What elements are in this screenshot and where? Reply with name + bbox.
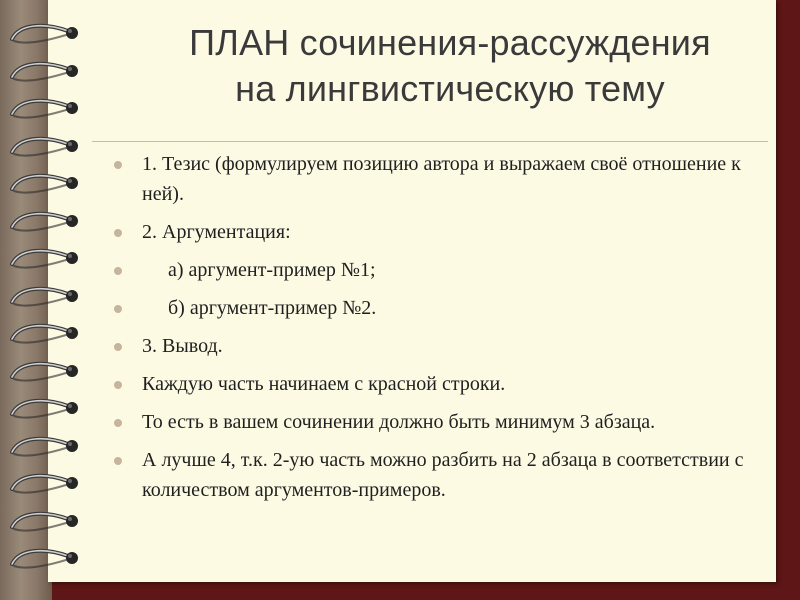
spiral-ring-icon (6, 132, 86, 162)
bullet-icon (114, 305, 122, 313)
spiral-ring-icon (6, 169, 86, 199)
page-content (92, 0, 776, 582)
spiral-ring-icon (6, 207, 86, 237)
list-item (114, 407, 754, 437)
spiral-ring-icon (6, 19, 86, 49)
list-item-text: а) аргумент-пример №1; (168, 259, 376, 281)
list-item (114, 149, 754, 209)
spiral-ring-icon (6, 394, 86, 424)
list-item-text: 1. Тезис (формулируем позицию автора и выражаем своё отношение к ней). (142, 153, 741, 205)
bullet-icon (114, 161, 122, 169)
list-item-text: А лучше 4, т.к. 2-ую часть можно разбить на 2 абзаца в соответствии с количеством аргументов-примеров. (142, 449, 744, 501)
spiral-ring-icon (6, 544, 86, 574)
list-item-text: б) аргумент-пример №2. (168, 297, 377, 319)
list-item (114, 331, 754, 361)
list-item-text: 3. Вывод. (142, 335, 223, 357)
spiral-rings (0, 0, 90, 600)
list-item (114, 369, 754, 399)
title-divider (92, 141, 768, 142)
bullet-icon (114, 381, 122, 389)
bullet-icon (114, 267, 122, 275)
list-item-text: То есть в вашем сочинении должно быть минимум 3 абзаца. (142, 411, 656, 433)
list-item-text: Каждую часть начинаем с красной строки. (142, 373, 506, 395)
spiral-ring-icon (6, 469, 86, 499)
bullet-icon (114, 457, 122, 465)
spiral-ring-icon (6, 432, 86, 462)
spiral-ring-icon (6, 319, 86, 349)
spiral-ring-icon (6, 94, 86, 124)
bullet-icon (114, 229, 122, 237)
slide-title (100, 20, 800, 112)
bullet-icon (114, 343, 122, 351)
spiral-ring-icon (6, 244, 86, 274)
spiral-ring-icon (6, 507, 86, 537)
notebook-page (48, 0, 776, 582)
list-item (114, 255, 754, 285)
list-item (114, 445, 754, 505)
bullet-icon (114, 419, 122, 427)
list-item-text: 2. Аргументация: (142, 221, 291, 243)
list-item (114, 293, 754, 323)
title-line-2: на лингвистическую тему (235, 68, 665, 109)
plan-list (114, 149, 754, 513)
spiral-ring-icon (6, 282, 86, 312)
title-line-1: ПЛАН сочинения-рассуждения (189, 22, 711, 63)
list-item (114, 217, 754, 247)
spiral-ring-icon (6, 57, 86, 87)
spiral-ring-icon (6, 357, 86, 387)
